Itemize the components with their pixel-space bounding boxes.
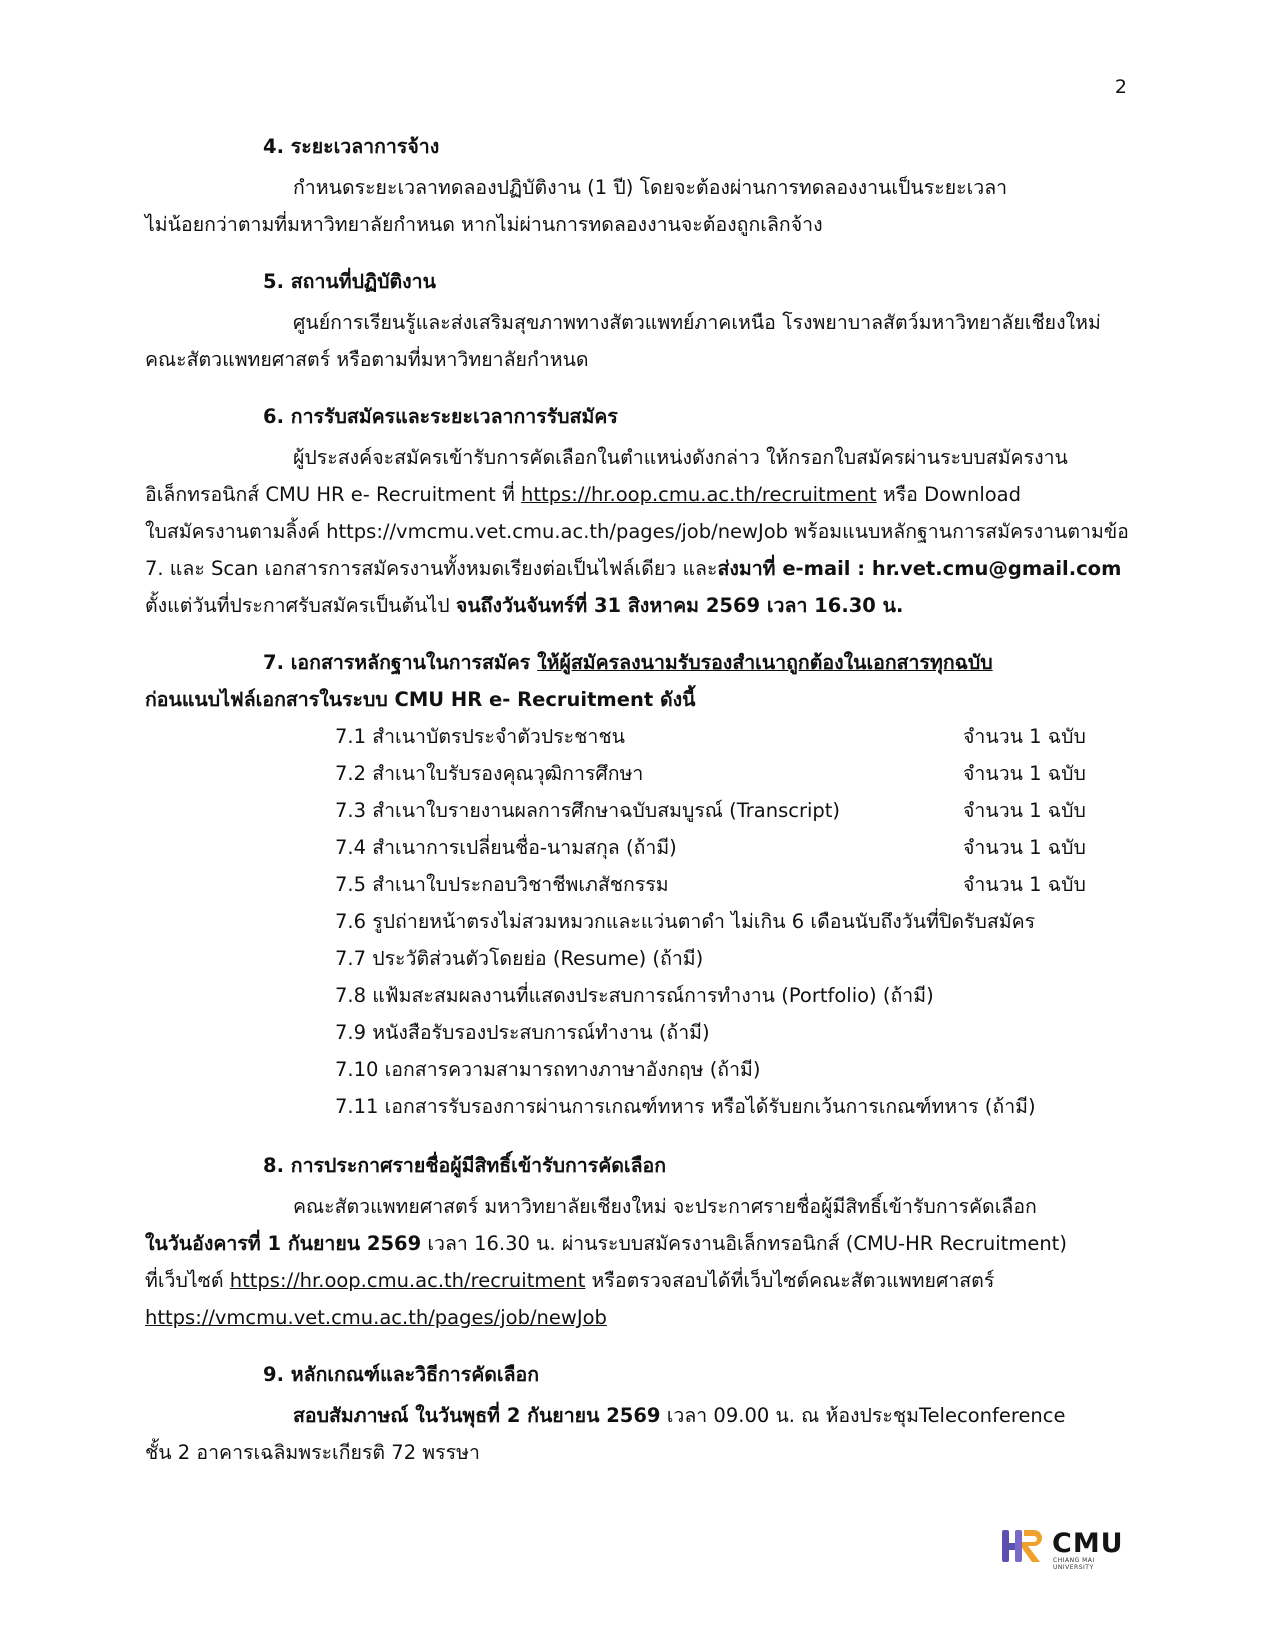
text-segment: เวลา 09.00 น. ณ ห้องประชุมTeleconference bbox=[660, 1404, 1066, 1427]
paragraph-line: ไม่น้อยกว่าตามที่มหาวิทยาลัยกำหนด หากไม่ผ่านการทดลองงานจะต้องถูกเลิกจ้าง bbox=[145, 213, 823, 236]
interview-date: สอบสัมภาษณ์ ในวันพุธที่ 2 กันยายน 2569 bbox=[293, 1404, 661, 1427]
text-segment: 7. และ Scan เอกสารการสมัครงานทั้งหมดเรียงต่อเป็นไฟล์เดียว และ bbox=[145, 557, 718, 580]
document-item-text: 7.3 สำเนาใบรายงานผลการศึกษาฉบับสมบูรณ์ (Transcript) bbox=[335, 799, 841, 822]
text-segment: หรือ Download bbox=[876, 483, 1022, 506]
email-instruction: ส่งมาที่ e-mail : hr.vet.cmu@gmail.com bbox=[717, 557, 1122, 580]
section-documents bbox=[145, 644, 1128, 1125]
paragraph-line: ผู้ประสงค์จะสมัครเข้ารับการคัดเลือกในตำแหน่งดังกล่าว ให้กรอกใบสมัครผ่านระบบสมัครงาน bbox=[293, 446, 1068, 469]
document-item-text: 7.7 ประวัติส่วนตัวโดยย่อ (Resume) (ถ้ามี) bbox=[335, 947, 704, 970]
page-number: 2 bbox=[1114, 76, 1127, 98]
document-list-item bbox=[145, 829, 1128, 866]
text-segment: เวลา 16.30 น. ผ่านระบบสมัครงานอิเล็กทรอนิกส์ (CMU-HR Recruitment) bbox=[421, 1232, 1067, 1255]
section-heading bbox=[263, 644, 1128, 681]
text-segment: ตั้งแต่วันที่ประกาศรับสมัครเป็นต้นไป bbox=[145, 594, 456, 617]
paragraph-line: ใบสมัครงานตามลิ้งค์ https://vmcmu.vet.cmu.ac.th/pages/job/newJob พร้อมแนบหลักฐานการสมัครงานตามข้อ bbox=[145, 520, 1129, 543]
document-list-item bbox=[145, 792, 1128, 829]
document-list-item bbox=[145, 903, 1128, 940]
document-list-item bbox=[145, 1088, 1128, 1125]
document-item-text: 7.2 สำเนาใบรับรองคุณวุฒิการศึกษา bbox=[335, 762, 644, 785]
document-body bbox=[145, 128, 1128, 1491]
document-list-item bbox=[145, 940, 1128, 977]
document-list bbox=[145, 718, 1128, 1125]
document-list-item bbox=[145, 866, 1128, 903]
deadline: จนถึงวันจันทร์ที่ 31 สิงหาคม 2569 เวลา 16.30 น. bbox=[455, 594, 904, 617]
paragraph-line: กำหนดระยะเวลาทดลองปฏิบัติงาน (1 ปี) โดยจะต้องผ่านการทดลองงานเป็นระยะเวลา bbox=[293, 176, 1008, 199]
paragraph-line bbox=[145, 1299, 1128, 1336]
logo-text: CMU bbox=[1052, 1528, 1124, 1559]
text-segment: ที่เว็บไซต์ bbox=[145, 1269, 230, 1292]
document-item-text: 7.8 แฟ้มสะสมผลงานที่แสดงประสบการณ์การทำงาน (Portfolio) (ถ้ามี) bbox=[335, 984, 934, 1007]
document-item-text: 7.5 สำเนาใบประกอบวิชาชีพเภสัชกรรม bbox=[335, 873, 669, 896]
hr-cmu-logo-icon bbox=[1000, 1526, 1050, 1566]
recruitment-link[interactable]: https://hr.oop.cmu.ac.th/recruitment bbox=[521, 483, 877, 506]
section-employment-period bbox=[145, 128, 1128, 243]
document-list-item bbox=[145, 755, 1128, 792]
document-item-quantity: จำนวน 1 ฉบับ bbox=[963, 725, 1086, 748]
document-list-item bbox=[145, 977, 1128, 1014]
document-item-quantity: จำนวน 1 ฉบับ bbox=[963, 799, 1086, 822]
document-item-text: 7.1 สำเนาบัตรประจำตัวประชาชน bbox=[335, 725, 625, 748]
document-list-item bbox=[145, 1051, 1128, 1088]
paragraph-line: ศูนย์การเรียนรู้และส่งเสริมสุขภาพทางสัตวแพทย์ภาคเหนือ โรงพยาบาลสัตว์มหาวิทยาลัยเชียงใหม่ bbox=[293, 311, 1101, 334]
paragraph-line bbox=[145, 476, 1128, 513]
document-item-text: 7.4 สำเนาการเปลี่ยนชื่อ-นามสกุล (ถ้ามี) bbox=[335, 836, 677, 859]
document-item-text: 7.9 หนังสือรับรองประสบการณ์ทำงาน (ถ้ามี) bbox=[335, 1021, 710, 1044]
section-selection-criteria bbox=[145, 1356, 1128, 1471]
document-item-text: 7.6 รูปถ่ายหน้าตรงไม่สวมหมวกและแว่นตาดำ ไม่เกิน 6 เดือนนับถึงวันที่ปิดรับสมัคร bbox=[335, 910, 1036, 933]
hr-cmu-logo bbox=[1000, 1526, 1130, 1571]
section-application-period bbox=[145, 398, 1128, 624]
announcement-date: ในวันอังคารที่ 1 กันยายน 2569 bbox=[145, 1232, 422, 1255]
paragraph-line bbox=[145, 550, 1128, 587]
section-heading-continued: ก่อนแนบไฟล์เอกสารในระบบ CMU HR e- Recruitment ดังนี้ bbox=[145, 688, 696, 711]
text-segment: หรือตรวจสอบได้ที่เว็บไซต์คณะสัตวแพทยศาสตร์ bbox=[585, 1269, 995, 1292]
document-item-text: 7.10 เอกสารความสามารถทางภาษาอังกฤษ (ถ้ามี) bbox=[335, 1058, 761, 1081]
section-heading: 6. การรับสมัครและระยะเวลาการรับสมัคร bbox=[263, 405, 618, 428]
section-heading: 9. หลักเกณฑ์และวิธีการคัดเลือก bbox=[263, 1363, 540, 1386]
document-item-text: 7.11 เอกสารรับรองการผ่านการเกณฑ์ทหาร หรือได้รับยกเว้นการเกณฑ์ทหาร (ถ้ามี) bbox=[335, 1095, 1036, 1118]
paragraph-line: ชั้น 2 อาคารเฉลิมพระเกียรติ 72 พรรษา bbox=[145, 1441, 480, 1464]
vet-job-link[interactable]: https://vmcmu.vet.cmu.ac.th/pages/job/newJob bbox=[145, 1306, 607, 1329]
recruitment-link[interactable]: https://hr.oop.cmu.ac.th/recruitment bbox=[229, 1269, 586, 1292]
section-announcement bbox=[145, 1147, 1128, 1336]
logo-subtext: CHIANG MAI UNIVERSITY bbox=[1053, 1557, 1095, 1571]
heading-text: 7. เอกสารหลักฐานในการสมัคร bbox=[263, 651, 538, 674]
document-list-item bbox=[145, 718, 1128, 755]
document-item-quantity: จำนวน 1 ฉบับ bbox=[963, 873, 1086, 896]
paragraph-line: คณะสัตวแพทยศาสตร์ หรือตามที่มหาวิทยาลัยกำหนด bbox=[145, 348, 589, 371]
document-item-quantity: จำนวน 1 ฉบับ bbox=[963, 762, 1086, 785]
heading-underlined-text: ให้ผู้สมัครลงนามรับรองสำเนาถูกต้องในเอกสารทุกฉบับ bbox=[537, 651, 993, 674]
paragraph-line bbox=[145, 1225, 1128, 1262]
document-list-item bbox=[145, 1014, 1128, 1051]
paragraph-line: คณะสัตวแพทยศาสตร์ มหาวิทยาลัยเชียงใหม่ จะประกาศรายชื่อผู้มีสิทธิ์เข้ารับการคัดเลือก bbox=[293, 1195, 1037, 1218]
paragraph-line bbox=[145, 587, 1128, 624]
section-heading: 4. ระยะเวลาการจ้าง bbox=[263, 135, 440, 158]
document-item-quantity: จำนวน 1 ฉบับ bbox=[963, 836, 1086, 859]
section-heading: 5. สถานที่ปฏิบัติงาน bbox=[263, 270, 436, 293]
section-workplace bbox=[145, 263, 1128, 378]
paragraph-line bbox=[145, 1262, 1128, 1299]
text-segment: อิเล็กทรอนิกส์ CMU HR e- Recruitment ที่ bbox=[145, 483, 522, 506]
section-heading: 8. การประกาศรายชื่อผู้มีสิทธิ์เข้ารับการคัดเลือก bbox=[263, 1154, 667, 1177]
paragraph-line bbox=[145, 1397, 1128, 1434]
